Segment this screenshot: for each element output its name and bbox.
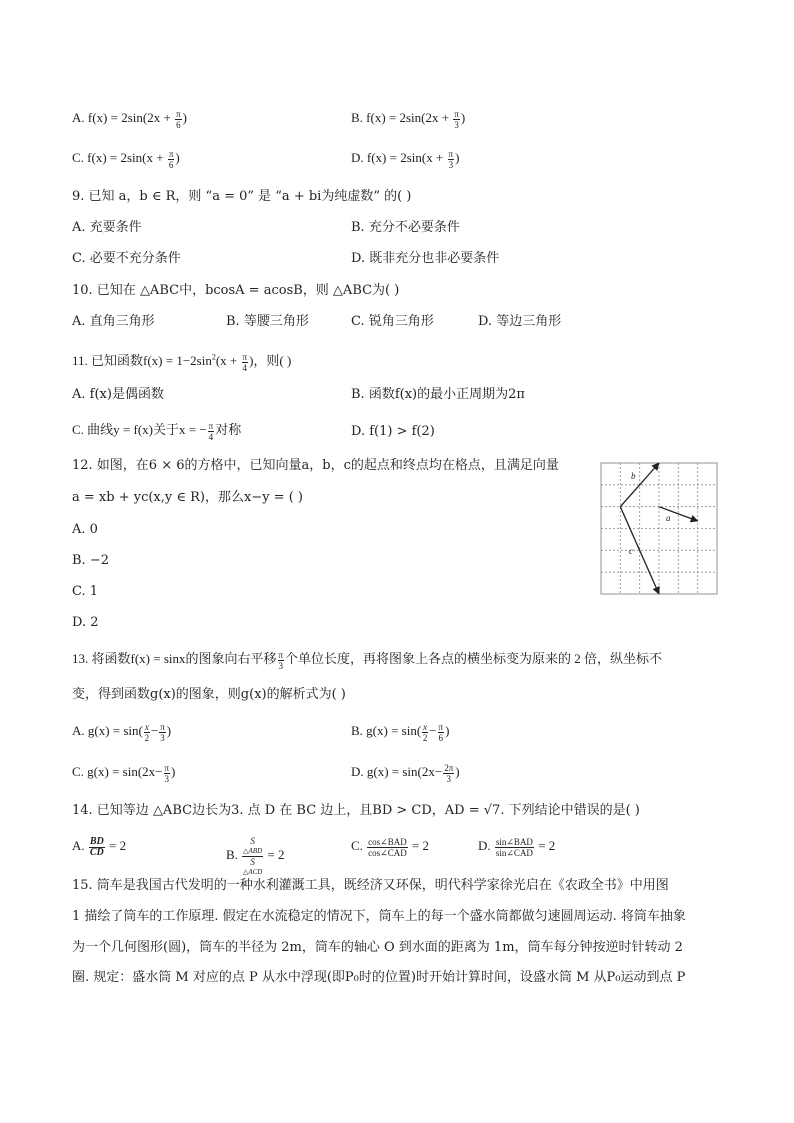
q11-option-c: C. 曲线y = f(x)关于x = − $\frac{\pi}{4}$ 对称 <box>72 420 242 442</box>
q10-option-d: D. 等边三角形 <box>478 314 562 329</box>
q15-line4: 圈. 规定：盛水筒 M 对应的点 P 从水中浮现(即P₀时的位置)时开始计算时间，设盛水筒 M 从P₀运动到点 P <box>72 970 686 985</box>
vector-grid-figure <box>600 462 718 595</box>
q13-option-c: C. g(x) = sin(2x− $\frac{\pi}{3}$ ) <box>72 762 176 784</box>
label-c: c <box>629 546 633 556</box>
q13-option-d: D. g(x) = sin(2x− $\frac{2\pi}{3}$ ) <box>351 762 460 784</box>
q12-line1: 12. 如图，在6 × 6的方格中，已知向量a，b，c的起点和终点均在格点，且满足向量 <box>72 458 559 473</box>
label-b: b <box>631 471 636 481</box>
q11-stem: 11. 已知函数$f(x) = 1-2\sin^2(x$ + $\frac{\pi}{4}$ )，则( ) <box>72 351 292 373</box>
q13-option-a: A. g(x) = sin( $\frac{x}{2}$ − $\frac{\pi}{3}$ ) <box>72 721 172 743</box>
q14-option-d: D. $\frac{\text{sin∠BAD}}{\text{sin∠CAD}}$ = 2 <box>478 836 556 858</box>
q15-line2: 1 描绘了筒车的工作原理. 假定在水流稳定的情况下，筒车上的每一个盛水筒都做匀速圆周运动. 将筒车抽象 <box>72 909 686 924</box>
q11-option-b: B. 函数f(x)的最小正周期为2π <box>351 387 525 402</box>
q13-line2: 变，得到函数g(x)的图象，则g(x)的解析式为( ) <box>72 687 346 702</box>
q15-line1: 15. 筒车是我国古代发明的一种水利灌溉工具，既经济又环保，明代科学家徐光启在《农政全书》中用图 <box>72 878 669 893</box>
q12-option-c: C. 1 <box>72 584 99 599</box>
q14-option-b: B. S △ABD S △ACD = 2 <box>226 836 285 876</box>
label-a: a <box>666 513 671 523</box>
q15-line3: 为一个几何图形(圆)，筒车的半径为 2m，筒车的轴心 O 到水面的距离为 1m，筒车每分钟按逆时针转动 2 <box>72 940 683 955</box>
q13-line1: 13. 将函数f(x) = sinx的图象向右平移 $\frac{\pi}{3}$ 个单位长度，再将图象上各点的横坐标变为原来的 2 倍，纵坐标不 <box>72 649 663 671</box>
q12-option-b: B. −2 <box>72 553 109 568</box>
q9-option-a: A. 充要条件 <box>72 220 142 235</box>
q8-option-d: D. f(x) = 2sin(x + $\frac{\pi}{3}$ ) <box>351 148 460 170</box>
q14-option-a: A. $\frac{BD}{CD}$ = 2 <box>72 835 127 858</box>
q14-option-c: C. $\frac{\text{cos∠BAD}}{\text{cos∠CAD}}$ = 2 <box>351 836 430 858</box>
q10-stem: 10. 已知在 △ABC中，bcosA = acosB，则 △ABC为( ) <box>72 283 400 298</box>
q12-option-a: A. 0 <box>72 522 98 537</box>
q11-option-d: D. f(1) > f(2) <box>351 424 435 439</box>
q8-option-a: A. f(x) = 2sin(2x + $\frac{\pi}{6}$ ) <box>72 108 187 130</box>
q11-option-a: A. f(x)是偶函数 <box>72 387 164 402</box>
q10-option-a: A. 直角三角形 <box>72 314 155 329</box>
q10-option-c: C. 锐角三角形 <box>351 314 434 329</box>
q9-option-b: B. 充分不必要条件 <box>351 220 460 235</box>
q9-option-d: D. 既非充分也非必要条件 <box>351 251 500 266</box>
q14-stem: 14. 已知等边 △ABC边长为3. 点 D 在 BC 边上，且BD > CD，AD = √7. 下列结论中错误的是( ) <box>72 803 640 818</box>
q12-line2: a = xb + yc(x,y ∈ R)，那么x−y = ( ) <box>72 490 303 505</box>
q8-option-c: C. f(x) = 2sin(x + $\frac{\pi}{6}$ ) <box>72 148 180 170</box>
q8-option-b: B. f(x) = 2sin(2x + $\frac{\pi}{3}$ ) <box>351 108 466 130</box>
q9-option-c: C. 必要不充分条件 <box>72 251 181 266</box>
q13-option-b: B. g(x) = sin( $\frac{x}{2}$ − $\frac{\pi}{6}$ ) <box>351 721 450 743</box>
q12-option-d: D. 2 <box>72 615 99 630</box>
q9-stem: 9. 已知 a，b ∈ R，则 “a = 0” 是 “a + bi为纯虚数” 的( ) <box>72 189 412 204</box>
grid-lines <box>601 463 717 594</box>
q10-option-b: B. 等腰三角形 <box>226 314 309 329</box>
